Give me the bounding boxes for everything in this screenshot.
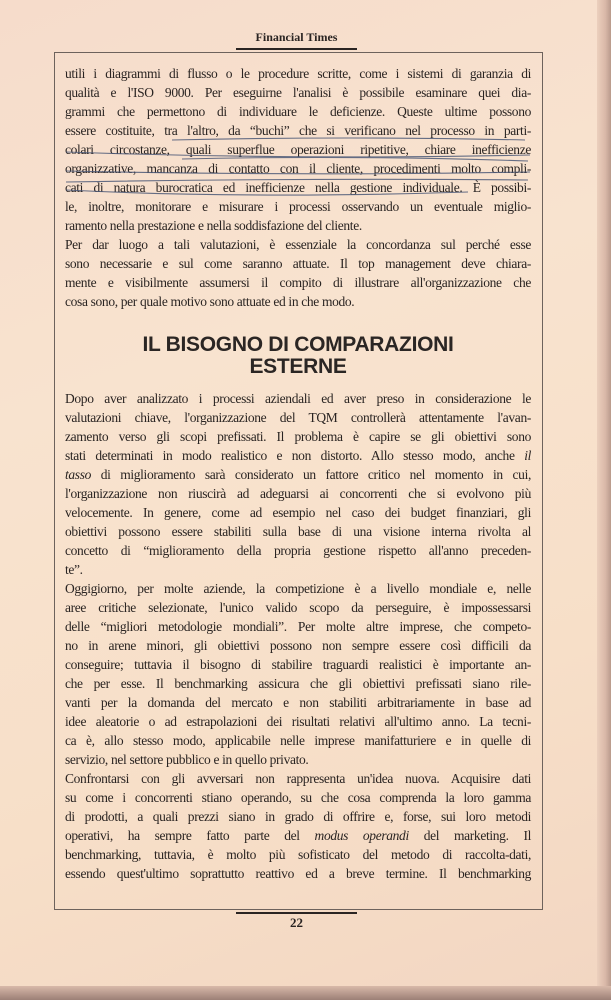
text-span: conseguire; tuttavia il bisogno di stabilire traguardi realistici è importante an- xyxy=(65,657,531,672)
text-span: organizzative, mancanza di contatto con il cliente, procedimenti molto compli- xyxy=(65,161,531,176)
text-span: l'organizzazione non riuscirà ad adeguarsi ai concorrenti che si evolvono più xyxy=(65,486,531,501)
text-span: velocemente. In genere, come ad esempio nel caso dei budget finanziari, gli xyxy=(65,505,531,520)
text-span: sono necessarie e sul come saranno attuate. Il top management deve chiara- xyxy=(65,256,531,271)
text-line xyxy=(65,121,531,140)
text-span: ramento nella prestazione e nella soddisfazione del cliente. xyxy=(65,218,362,233)
section-heading-line-2: ESTERNE xyxy=(249,355,347,378)
text-span: che per esse. Il benchmarking assicura che gli obiettivi prefissati siano rile- xyxy=(65,676,531,691)
text-span: cosa sono, per quale motivo sono attuate ed in che modo. xyxy=(65,294,355,309)
text-line xyxy=(65,427,531,446)
text-line xyxy=(65,826,531,845)
page-number: 22 xyxy=(290,915,303,930)
text-line xyxy=(65,655,531,674)
text-line xyxy=(65,769,531,788)
text-span: essendo quest'ultimo soprattutto reattivo ed a breve termine. Il benchmarking xyxy=(65,866,531,881)
text-span: ca è, allo stesso modo, applicabile nelle imprese manifatturiere e in quelle di xyxy=(65,733,531,748)
text-line xyxy=(65,64,531,83)
text-line xyxy=(65,273,531,292)
text-line xyxy=(65,560,531,579)
text-line xyxy=(65,750,531,769)
text-span: Per dar luogo a tali valutazioni, è essenziale la concordanza sul perché esse xyxy=(65,237,531,252)
text-line xyxy=(65,598,531,617)
text-span: Oggigiorno, per molte aziende, la competizione è a livello mondiale e, nelle xyxy=(65,581,531,596)
text-line xyxy=(65,674,531,693)
text-span: operativi, ha sempre fatto parte del xyxy=(65,828,315,843)
text-line xyxy=(65,292,531,311)
text-line xyxy=(65,636,531,655)
text-span: aree critiche selezionate, l'unico valido scopo da perseguire, è impossessarsi xyxy=(65,600,531,615)
text-line xyxy=(65,408,531,427)
text-line xyxy=(65,503,531,522)
text-line xyxy=(65,712,531,731)
text-line xyxy=(65,178,531,197)
bottom-edge-shadow xyxy=(0,986,611,1000)
text-line xyxy=(65,484,531,503)
running-head: Financial Times xyxy=(255,30,338,44)
page-edge-shadow xyxy=(597,0,611,1000)
text-line xyxy=(65,83,531,102)
italic-text: il xyxy=(524,448,531,463)
text-line xyxy=(65,617,531,636)
text-span: del marketing. Il xyxy=(408,828,532,843)
section-heading-line-1: IL BISOGNO DI COMPARAZIONI xyxy=(142,333,454,356)
text-line xyxy=(65,693,531,712)
text-span: servizio, nel settore pubblico e in quello privato. xyxy=(65,752,309,767)
text-line xyxy=(65,140,531,159)
footer-rule xyxy=(236,912,357,914)
text-line xyxy=(65,446,531,465)
text-line xyxy=(65,864,531,883)
text-span: su come i concorrenti stiano operando, su che cosa comprenda la loro gamma xyxy=(65,790,531,805)
text-line xyxy=(65,807,531,826)
italic-text: modus operandi xyxy=(314,828,409,843)
text-span: Dopo aver analizzato i processi aziendali ed aver preso in considerazione le xyxy=(65,391,531,406)
text-span: benchmarking, tuttavia, è molto più sofisticato del metodo di raccolta-dati, xyxy=(65,847,531,862)
text-span: te”. xyxy=(65,562,83,577)
text-line xyxy=(65,541,531,560)
text-span: utili i diagrammi di flusso o le procedure scritte, come i sistemi di garanzia di xyxy=(65,66,531,81)
text-span: valutazioni chiave, l'organizzazione del TQM controllerà attentamente l'avan- xyxy=(65,410,531,425)
text-span: qualità e l'ISO 9000. Per eseguirne l'analisi è possibile esaminare quei dia- xyxy=(65,85,531,100)
text-span: mente e visibilmente assumersi il compito di illustrare all'organizzazione che xyxy=(65,275,531,290)
text-span: le, inoltre, monitorare e misurare i processi osservando un eventuale miglio- xyxy=(65,199,531,214)
text-line xyxy=(65,102,531,121)
text-span: di miglioramento sarà considerato un fattore critico nel momento in cui, xyxy=(91,467,531,482)
text-line xyxy=(65,216,531,235)
text-span: di prodotti, a quali prezzi siano in grado di offrire e, forse, sui loro metodi xyxy=(65,809,531,824)
text-span: delle “migliori metodologie mondiali”. Per molte altre imprese, che competo- xyxy=(65,619,531,634)
text-span: cati di natura burocratica ed inefficienze nella gestione individuale. È possibi- xyxy=(65,180,531,195)
text-line xyxy=(65,389,531,408)
text-line xyxy=(65,235,531,254)
text-line xyxy=(65,522,531,541)
text-span: colari circostanze, quali superflue operazioni ripetitive, chiare inefficienze xyxy=(65,142,531,157)
text-span: zamento verso gli scopi prefissati. Il problema è capire se gli obiettivi sono xyxy=(65,429,531,444)
text-span: stati determinati in modo realistico e non distorto. Allo stesso modo, anche xyxy=(65,448,525,463)
text-line xyxy=(65,579,531,598)
text-line xyxy=(65,465,531,484)
text-line xyxy=(65,254,531,273)
text-span: idee aleatorie o ad estrapolazioni dei risultati relativi all'ultimo anno. La tecni- xyxy=(65,714,531,729)
text-line xyxy=(65,159,531,178)
text-line xyxy=(65,788,531,807)
text-span: vanti per la domanda del mercato e non stabiliti arbitrariamente in base ad xyxy=(65,695,531,710)
text-span: essere costituite, tra l'altro, da “buchi” che si verificano nel processo in parti- xyxy=(65,123,531,138)
text-line xyxy=(65,845,531,864)
text-span: concetto di “miglioramento della propria gestione rispetto all'anno preceden- xyxy=(65,543,531,558)
italic-text: tasso xyxy=(65,467,92,482)
text-span: no in arene minori, gli obiettivi possono non sempre essere così difficili da xyxy=(65,638,531,653)
text-span: Confrontarsi con gli avversari non rappresenta un'idea nuova. Acquisire dati xyxy=(65,771,531,786)
header-rule xyxy=(236,48,357,50)
text-span: grammi che permettono di individuare le deficienze. Queste ultime possono xyxy=(65,104,531,119)
text-line xyxy=(65,197,531,216)
text-line xyxy=(65,731,531,750)
text-span: obiettivi possono essere stabiliti sulla base di una visione interna rivolta al xyxy=(65,524,531,539)
